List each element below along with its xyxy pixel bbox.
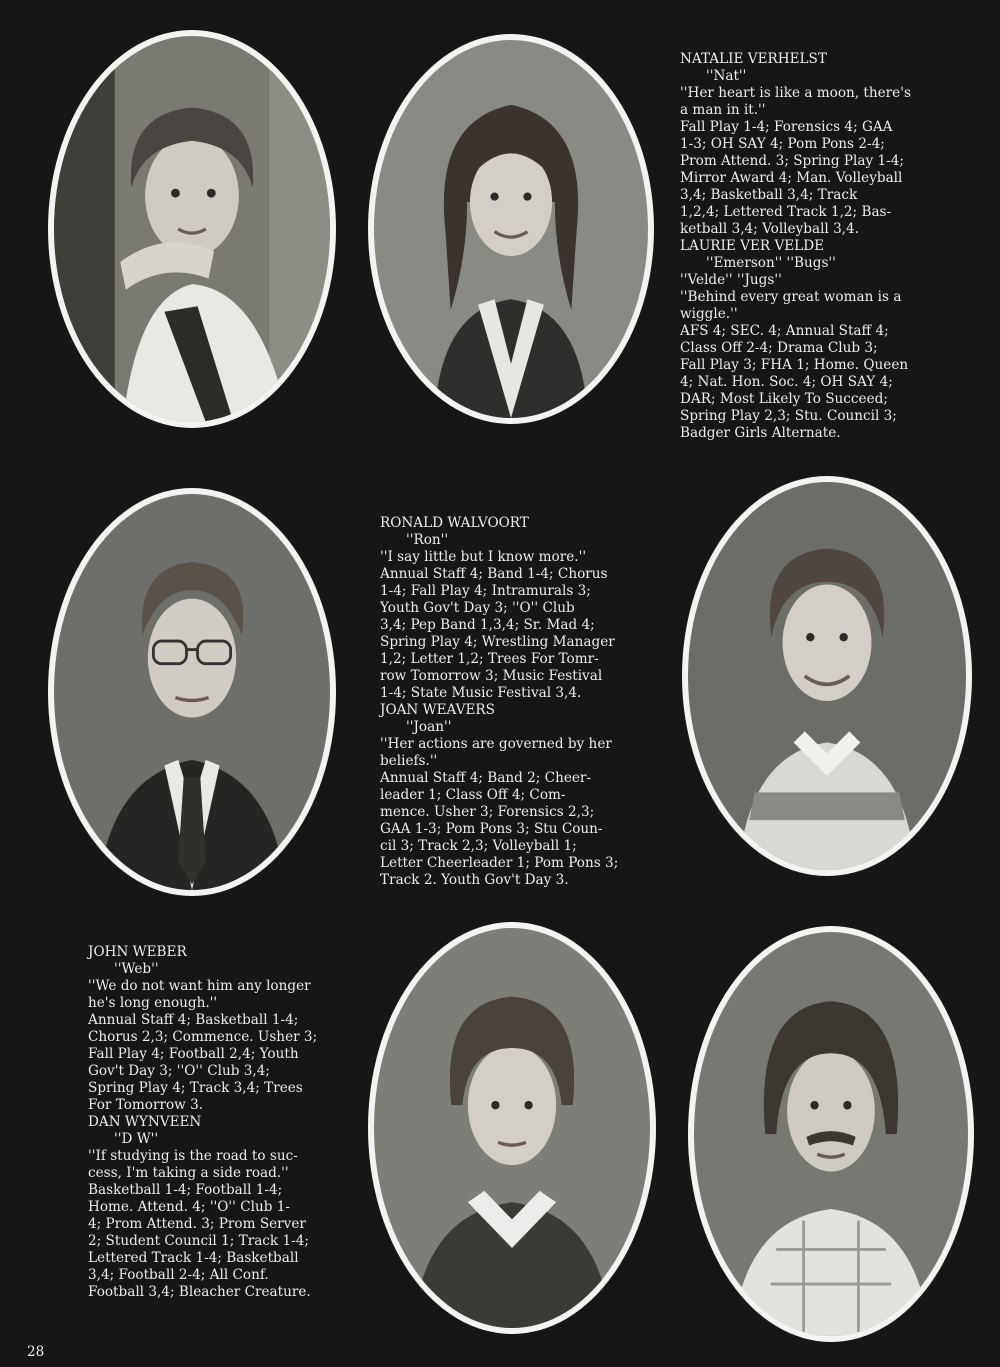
activities-line: Football 3,4; Bleacher Creature. (88, 1284, 311, 1300)
activities-line: 1-4; State Music Festival 3,4. (380, 685, 582, 701)
portrait-illustration (54, 36, 330, 422)
activities-line: Home. Attend. 4; ''O'' Club 1- (88, 1199, 290, 1215)
activities-line: Annual Staff 4; Basketball 1-4; (88, 1012, 299, 1028)
activities-line: Fall Play 3; FHA 1; Home. Queen (680, 357, 909, 373)
nickname: ''Web'' (114, 961, 159, 977)
activities-line: 3,4; Football 2-4; All Conf. (88, 1267, 269, 1283)
quote-line: he's long enough.'' (88, 995, 218, 1011)
activities-line: Spring Play 4; Track 3,4; Trees (88, 1080, 303, 1096)
activities-line: 4; Nat. Hon. Soc. 4; OH SAY 4; (680, 374, 893, 390)
activities-line: 2; Student Council 1; Track 1-4; (88, 1233, 309, 1249)
activities-line: Mirror Award 4; Man. Volleyball (680, 170, 903, 186)
nickname: ''Joan'' (406, 719, 452, 735)
activities-line: Annual Staff 4; Band 1-4; Chorus (380, 566, 608, 582)
activities-line: Gov't Day 3; ''O'' Club 3,4; (88, 1063, 270, 1079)
portrait-photo-4 (682, 476, 972, 876)
portrait-image (688, 482, 966, 870)
student-name: LAURIE VER VELDE (680, 238, 825, 254)
activities-line: 3,4; Basketball 3,4; Track (680, 187, 858, 203)
portrait-image (374, 40, 648, 418)
page-number: 28 (27, 1344, 45, 1360)
quote-line: beliefs.'' (380, 753, 438, 769)
portrait-image (54, 36, 330, 422)
bio-block-middle (380, 515, 618, 889)
quote-line: ''I say little but I know more.'' (380, 549, 587, 565)
nickname: ''Ron'' (406, 532, 449, 548)
portrait-image (54, 494, 330, 890)
activities-line: 1,2,4; Lettered Track 1,2; Bas- (680, 204, 892, 220)
quote-line: ''Her actions are governed by her (380, 736, 612, 752)
activities-line: Chorus 2,3; Commence. Usher 3; (88, 1029, 318, 1045)
nickname: ''Nat'' (706, 68, 747, 84)
activities-line: Fall Play 4; Football 2,4; Youth (88, 1046, 299, 1062)
activities-line: leader 1; Class Off 4; Com- (380, 787, 566, 803)
activities-line: Fall Play 1-4; Forensics 4; GAA (680, 119, 893, 135)
quote-line: wiggle.'' (680, 306, 738, 322)
portrait-photo-5 (368, 922, 656, 1334)
student-name: JOHN WEBER (88, 944, 187, 960)
student-name: NATALIE VERHELST (680, 51, 827, 67)
activities-line: Spring Play 2,3; Stu. Council 3; (680, 408, 897, 424)
student-name: JOAN WEAVERS (380, 702, 495, 718)
student-name: RONALD WALVOORT (380, 515, 529, 531)
activities-line: Youth Gov't Day 3; ''O'' Club (380, 600, 575, 616)
activities-line: Annual Staff 4; Band 2; Cheer- (380, 770, 592, 786)
activities-line: 1-4; Fall Play 4; Intramurals 3; (380, 583, 591, 599)
portrait-illustration (688, 482, 966, 870)
portrait-illustration (54, 494, 330, 890)
activities-line: Lettered Track 1-4; Basketball (88, 1250, 299, 1266)
activities-line: 1-3; OH SAY 4; Pom Pons 2-4; (680, 136, 885, 152)
activities-line: AFS 4; SEC. 4; Annual Staff 4; (680, 323, 889, 339)
activities-line: row Tomorrow 3; Music Festival (380, 668, 603, 684)
portrait-photo-3 (48, 488, 336, 896)
quote-line: ''We do not want him any longer (88, 978, 311, 994)
activities-line: Class Off 2-4; Drama Club 3; (680, 340, 878, 356)
activities-line: mence. Usher 3; Forensics 2,3; (380, 804, 595, 820)
quote-line: a man in it.'' (680, 102, 766, 118)
activities-line: ketball 3,4; Volleyball 3,4. (680, 221, 860, 237)
portrait-illustration (374, 40, 648, 418)
quote-line: ''Her heart is like a moon, there's (680, 85, 911, 101)
quote-line: cess, I'm taking a side road.'' (88, 1165, 289, 1181)
activities-line: 1,2; Letter 1,2; Trees For Tomr- (380, 651, 599, 667)
activities-line: 4; Prom Attend. 3; Prom Server (88, 1216, 306, 1232)
quote-line: ''If studying is the road to suc- (88, 1148, 298, 1164)
student-name: DAN WYNVEEN (88, 1114, 202, 1130)
nickname: ''Emerson'' ''Bugs'' (706, 255, 836, 271)
portrait-illustration (374, 928, 650, 1328)
activities-line: Track 2. Youth Gov't Day 3. (380, 872, 569, 888)
activities-line: DAR; Most Likely To Succeed; (680, 391, 888, 407)
portrait-photo-1 (48, 30, 336, 428)
activities-line: cil 3; Track 2,3; Volleyball 1; (380, 838, 577, 854)
activities-line: GAA 1-3; Pom Pons 3; Stu Coun- (380, 821, 603, 837)
bio-block-bottom-left (88, 944, 317, 1301)
activities-line: Spring Play 4; Wrestling Manager (380, 634, 615, 650)
activities-line: Badger Girls Alternate. (680, 425, 841, 441)
portrait-photo-2 (368, 34, 654, 424)
portrait-illustration (694, 932, 968, 1336)
nickname: ''D W'' (114, 1131, 159, 1147)
portrait-photo-6 (688, 926, 974, 1342)
activities-line: Basketball 1-4; Football 1-4; (88, 1182, 283, 1198)
activities-line: Letter Cheerleader 1; Pom Pons 3; (380, 855, 619, 871)
bio-block-top-right (680, 51, 911, 442)
nickname: ''Velde'' ''Jugs'' (680, 272, 782, 288)
activities-line: Prom Attend. 3; Spring Play 1-4; (680, 153, 904, 169)
activities-line: For Tomorrow 3. (88, 1097, 204, 1113)
portrait-image (694, 932, 968, 1336)
quote-line: ''Behind every great woman is a (680, 289, 902, 305)
activities-line: 3,4; Pep Band 1,3,4; Sr. Mad 4; (380, 617, 595, 633)
portrait-image (374, 928, 650, 1328)
